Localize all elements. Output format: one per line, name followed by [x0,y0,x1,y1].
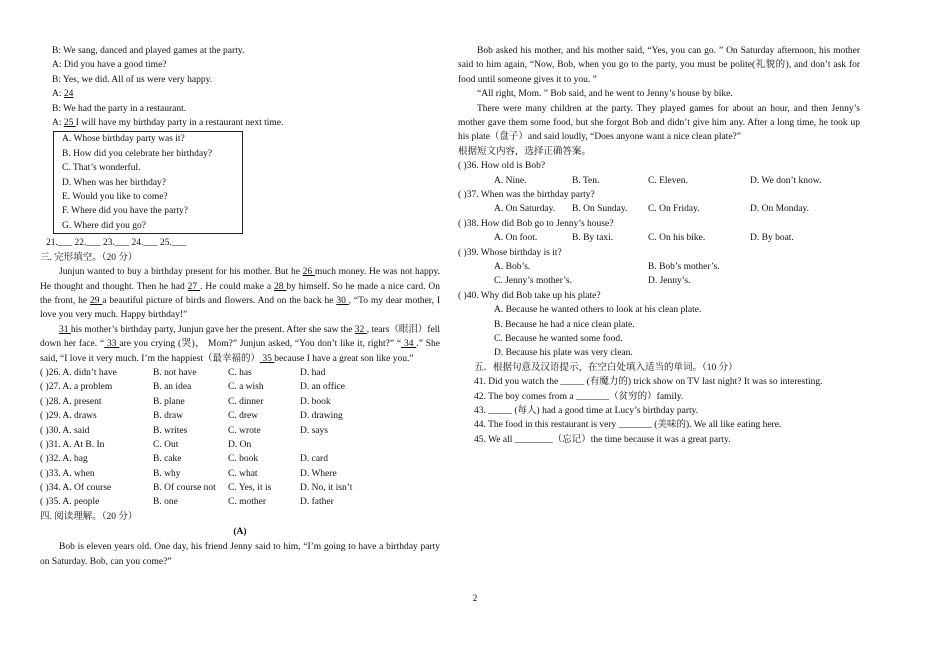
option-item: D. When was her birthday? [62,177,167,188]
reading-question: ( )40. Why did Bob take up his plate? [458,290,601,301]
cloze-question: ( )26. A. didn’t have B. not have C. has D. had [40,367,326,378]
dialogue-line-24: A: 24 [52,89,74,100]
cloze-paragraph-2: 31 his mother’s birthday party, Junjun gave her the present. After she saw the 32 , tears（眼泪）fell down her face. “ 33 are you crying (哭)， Mom?” Junjun asked, “You don’t like it, right?” “ 34 .” She said, “I love it very much. I’m the happiest（最幸福的） 35 because I have a great son like you.” [40,324,441,364]
reading-instructions: 根据短文内容，选择正确答案。 [458,146,592,157]
option-item: B. How did you celebrate her birthday? [62,148,213,159]
reading-question: ( )39. Whose birthday is it? [458,247,562,258]
blank-25: 25 [63,118,76,129]
option-item: F. Where did you have the party? [62,206,188,217]
dialogue-line: B: Yes, we did. All of us were very happy. [52,74,213,85]
reading-question: ( )38. How did Bob go to Jenny’s house? [458,218,614,229]
option-item: G. Where did you go? [62,220,146,231]
option-item: A. Whose birthday party was it? [62,134,185,145]
reading-paragraph-4: There were many children at the party. They played games for about an hour, and then Jenny’s mother gave them some food, but she forgot Bob and didn’t give him any. After a long time, he took up his plate（盘子）and said loudly, “Does anyone want a nice clean plate?” [458,103,860,143]
section-5-heading: 五．根据句意及汉语提示，在空白处填入适当的单词。（10 分） [474,362,738,373]
reading-title: (A) [233,527,247,538]
reading-option: D. Because his plate was very clean. [494,348,633,359]
section-4-heading: 四. 阅读理解。（20 分） [40,511,138,522]
dialogue-line: B: We sang, danced and played games at the party. [52,46,245,56]
answer-blanks: 21.___ 22.___ 23.___ 24.___ 25.___ [46,238,187,249]
blank-24: 24 [63,89,74,100]
cloze-question: ( )31. A. At B. In C. Out D. On [40,439,252,450]
dialogue-line: A: Did you have a good time? [52,60,167,71]
fill-question: 44. The food in this restaurant is very _______ (美味的). We all like eating here. [474,420,782,431]
cloze-paragraph-1: Junjun wanted to buy a birthday present for his mother. But he 26 much money. He was not happy. He thought and thought. Then he had 27 . He could make a 28 by himself. So he made a nice card. On the front, he 29 a beautiful picture of birds and flowers. And on the back he 30 , “To my dear mother, I love you very much. Happy birthday!” [40,267,441,321]
fill-question: 41. Did you watch the _____ (有魔力的) trick show on TV last night? It was so interesting. [474,377,823,388]
dialogue-line-25: A: 25 I will have my birthday party in a restaurant next time. [52,118,284,129]
reading-paragraph-3: “All right, Mom. ” Bob said, and he went to Jenny’s house by bike. [477,89,733,100]
reading-paragraph-1: Bob is eleven years old. One day, his friend Jenny said to him, “I’m going to have a birthday party on Saturday. Bob, can you come?” [40,542,440,567]
cloze-question: ( )33. A. when B. why C. what D. Where [40,468,337,479]
cloze-question: ( )30. A. said B. writes C. wrote D. says [40,425,328,436]
reading-paragraph-2: Bob asked his mother, and his mother said, “Yes, you can go. ” On Saturday afternoon, his mother said to him again, “Now, Bob, when you go to the party, you must be polite(礼貌的), and don’t ask for food until someone gives it to you. ” [458,46,860,85]
section-3-heading: 三. 完形填空。（20 分） [40,252,138,263]
reading-question: ( )37. When was the birthday party? [458,190,595,201]
left-column [40,44,440,569]
fill-question: 42. The boy comes from a _______（贫穷的）family. [474,391,684,402]
reading-options: A. On foot. B. By taxi. C. On his bike. D. By boat. [494,233,794,244]
reading-option: A. Because he wanted others to look at his clean plate. [494,305,702,316]
reading-option: B. Because he had a nice clean plate. [494,319,635,330]
cloze-question: ( )35. A. people B. one C. mother D. father [40,497,334,508]
cloze-question: ( )27. A. a problem B. an idea C. a wish D. an office [40,382,345,393]
reading-options: C. Jenny’s mother’s. D. Jenny’s. [494,276,691,287]
reading-option: C. Because he wanted some food. [494,334,623,345]
option-item: C. That’s wonderful. [62,163,141,174]
cloze-question: ( )34. A. Of course B. Of course not C. Yes, it is D. No, it isn’t [40,483,353,494]
cloze-question: ( )28. A. present B. plane C. dinner D. book [40,396,331,407]
page-number: 2 [472,593,478,603]
cloze-question: ( )32. A. bag B. cake C. book D. card [40,454,328,465]
cloze-question: ( )29. A. draws B. draw C. drew D. drawing [40,411,343,422]
fill-question: 45. We all ________（忘记）the time because it was a great party. [474,434,731,445]
reading-options: A. Bob’s. B. Bob’s mother’s. [494,262,720,273]
fill-question: 43. _____ (每人) had a good time at Lucy’s birthday party. [474,406,699,417]
options-box [53,131,243,234]
reading-options: A. Nine. B. Ten. C. Eleven. D. We don’t know. [494,175,822,186]
right-column [458,44,860,447]
option-item: E. Would you like to come? [62,192,168,203]
reading-question: ( )36. How old is Bob? [458,161,546,172]
cloze-questions [40,366,440,510]
dialogue-line: B: We had the party in a restaurant. [52,103,187,114]
reading-options: A. On Saturday. B. On Sunday. C. On Friday. D. On Monday. [494,204,810,215]
